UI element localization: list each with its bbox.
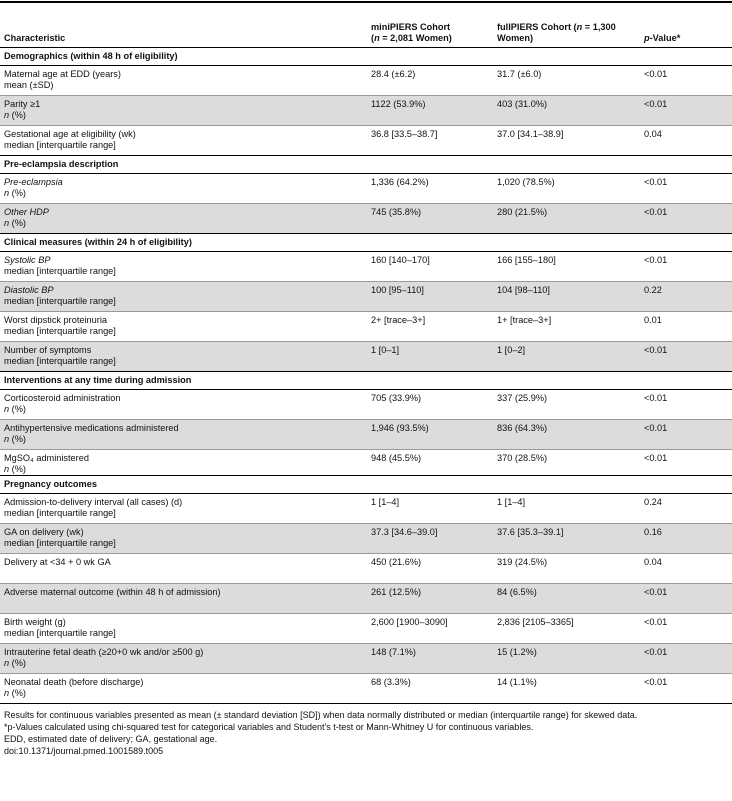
header-characteristic [0, 3, 367, 47]
table-row [0, 125, 732, 155]
characteristic-cell [0, 553, 367, 583]
fullpiers-value: 37.6 [35.3–39.1] [493, 523, 640, 553]
minipiers-value: 2+ [trace–3+] [367, 311, 493, 341]
header-fullpiers [493, 3, 640, 47]
section-title: Pregnancy outcomes [0, 475, 732, 493]
characteristic-name: Antihypertensive medications administered [4, 422, 179, 433]
characteristic-name: Number of symptoms [4, 344, 92, 355]
fullpiers-value: 1 [1–4] [493, 493, 640, 523]
minipiers-value: 148 (7.1%) [367, 643, 493, 673]
statistic-n: n [4, 687, 10, 698]
characteristic-cell [0, 493, 367, 523]
p-value: <0.01 [640, 673, 732, 703]
statistic-type: (%) [9, 657, 26, 668]
header-full-n: n [576, 21, 583, 32]
characteristic-cell [0, 173, 367, 203]
characteristic-cell [0, 203, 367, 233]
statistic-type: (%) [9, 463, 26, 474]
p-value: 0.04 [640, 125, 732, 155]
statistic-type: median [interquartile range] [4, 295, 116, 306]
fullpiers-value: 1,020 (78.5%) [493, 173, 640, 203]
table-body [0, 47, 732, 703]
p-value: <0.01 [640, 583, 732, 613]
p-value: <0.01 [640, 203, 732, 233]
minipiers-value: 705 (33.9%) [367, 389, 493, 419]
table-row [0, 173, 732, 203]
characteristic-cell [0, 449, 367, 475]
fullpiers-value: 14 (1.1%) [493, 673, 640, 703]
p-value: 0.24 [640, 493, 732, 523]
p-value: <0.01 [640, 613, 732, 643]
p-value: 0.16 [640, 523, 732, 553]
statistic-type: median [interquartile range] [4, 139, 116, 150]
table-row [0, 643, 732, 673]
minipiers-value: 2,600 [1900–3090] [367, 613, 493, 643]
minipiers-value: 100 [95–110] [367, 281, 493, 311]
table-row [0, 613, 732, 643]
fullpiers-value: 1+ [trace–3+] [493, 311, 640, 341]
header-p-italic: p [644, 32, 650, 43]
characteristic-cell [0, 311, 367, 341]
minipiers-value: 68 (3.3%) [367, 673, 493, 703]
statistic-n: n [4, 657, 10, 668]
header-mini-line1: miniPIERS Cohort [371, 21, 451, 32]
characteristic-name: Adverse maternal outcome (within 48 h of admission) [4, 586, 221, 597]
characteristic-cell [0, 419, 367, 449]
minipiers-value: 1 [0–1] [367, 341, 493, 371]
minipiers-value: 745 (35.8%) [367, 203, 493, 233]
fullpiers-value: 15 (1.2%) [493, 643, 640, 673]
p-value: <0.01 [640, 65, 732, 95]
section-title: Pre-eclampsia description [0, 155, 732, 173]
statistic-type: (%) [9, 217, 26, 228]
fullpiers-value: 166 [155–180] [493, 251, 640, 281]
characteristic-name: Admission-to-delivery interval (all cases) (d) [4, 496, 183, 507]
table-row [0, 389, 732, 419]
table-row [0, 95, 732, 125]
table-row [0, 203, 732, 233]
statistic-type: (%) [9, 687, 26, 698]
table-row [0, 583, 732, 613]
characteristic-name: Other HDP [4, 206, 49, 217]
statistic-type: (%) [9, 433, 26, 444]
fullpiers-value: 319 (24.5%) [493, 553, 640, 583]
fullpiers-value: 104 [98–110] [493, 281, 640, 311]
characteristic-cell [0, 613, 367, 643]
characteristic-cell [0, 523, 367, 553]
p-value: 0.01 [640, 311, 732, 341]
statistic-n: n [4, 217, 10, 228]
fullpiers-value: 836 (64.3%) [493, 419, 640, 449]
characteristic-name: MgSO₄ administered [4, 452, 89, 463]
characteristic-name: Maternal age at EDD (years) [4, 68, 121, 79]
table-row [0, 341, 732, 371]
characteristic-cell [0, 95, 367, 125]
characteristic-name: GA on delivery (wk) [4, 526, 84, 537]
statistic-type: median [interquartile range] [4, 537, 116, 548]
p-value: <0.01 [640, 449, 732, 475]
characteristic-name: Parity ≥1 [4, 98, 41, 109]
minipiers-value: 28.4 (±6.2) [367, 65, 493, 95]
minipiers-value: 1122 (53.9%) [367, 95, 493, 125]
minipiers-value: 160 [140–170] [367, 251, 493, 281]
minipiers-value: 36.8 [33.5–38.7] [367, 125, 493, 155]
minipiers-value: 37.3 [34.6–39.0] [367, 523, 493, 553]
section-header-row [0, 233, 732, 251]
characteristic-cell [0, 281, 367, 311]
statistic-type: (%) [9, 403, 26, 414]
section-title: Clinical measures (within 24 h of eligibility) [0, 233, 732, 251]
table-container [0, 1, 732, 757]
table-row [0, 523, 732, 553]
section-header-row [0, 155, 732, 173]
fullpiers-value: 1 [0–2] [493, 341, 640, 371]
minipiers-value: 948 (45.5%) [367, 449, 493, 475]
statistic-type: median [interquartile range] [4, 325, 116, 336]
characteristic-name: Neonatal death (before discharge) [4, 676, 144, 687]
table-row [0, 311, 732, 341]
minipiers-value: 261 (12.5%) [367, 583, 493, 613]
header-p-value [640, 3, 732, 47]
statistic-type: mean (±SD) [4, 79, 54, 90]
fullpiers-value: 31.7 (±6.0) [493, 65, 640, 95]
p-value: 0.22 [640, 281, 732, 311]
header-p-rest: -Value* [649, 32, 681, 43]
header-full-count: = 1,300 [582, 21, 616, 32]
table-row [0, 553, 732, 583]
header-mini-n: n [374, 32, 380, 43]
characteristic-name: Worst dipstick proteinuria [4, 314, 107, 325]
fullpiers-value: 337 (25.9%) [493, 389, 640, 419]
characteristic-cell [0, 65, 367, 95]
minipiers-value: 1,336 (64.2%) [367, 173, 493, 203]
characteristic-cell [0, 341, 367, 371]
section-header-row [0, 371, 732, 389]
table-row [0, 673, 732, 703]
table-row [0, 251, 732, 281]
fullpiers-value: 370 (28.5%) [493, 449, 640, 475]
header-row [0, 3, 732, 47]
statistic-n: n [4, 187, 10, 198]
statistic-type: median [interquartile range] [4, 507, 116, 518]
characteristic-name: Diastolic BP [4, 284, 54, 295]
minipiers-value: 450 (21.6%) [367, 553, 493, 583]
statistic-type: (%) [9, 187, 26, 198]
p-value: <0.01 [640, 95, 732, 125]
table-row [0, 65, 732, 95]
header-mini-paren: ( [371, 32, 375, 43]
table-row [0, 449, 732, 475]
section-title: Demographics (within 48 h of eligibility) [0, 47, 732, 65]
fullpiers-value: 37.0 [34.1–38.9] [493, 125, 640, 155]
minipiers-value: 1,946 (93.5%) [367, 419, 493, 449]
table-row [0, 419, 732, 449]
minipiers-value: 1 [1–4] [367, 493, 493, 523]
characteristic-name: Delivery at <34 + 0 wk GA [4, 556, 111, 567]
characteristics-table [0, 3, 732, 704]
characteristic-cell [0, 583, 367, 613]
statistic-type: median [interquartile range] [4, 627, 116, 638]
fullpiers-value: 403 (31.0%) [493, 95, 640, 125]
table-footnotes [0, 704, 732, 757]
footnote-results: Results for continuous variables presented as mean (± standard deviation [SD]) when data normally distributed or median (interquartile range) for skewed data. [4, 709, 638, 720]
fullpiers-value: 280 (21.5%) [493, 203, 640, 233]
fullpiers-value: 2,836 [2105–3365] [493, 613, 640, 643]
p-value: <0.01 [640, 389, 732, 419]
characteristic-name: Pre-eclampsia [4, 176, 63, 187]
p-value: <0.01 [640, 251, 732, 281]
p-value: <0.01 [640, 643, 732, 673]
header-full-line2: Women) [497, 32, 534, 43]
characteristic-cell [0, 389, 367, 419]
statistic-type: median [interquartile range] [4, 265, 116, 276]
p-value: <0.01 [640, 419, 732, 449]
characteristic-cell [0, 643, 367, 673]
table-row [0, 281, 732, 311]
characteristic-name: Intrauterine fetal death (≥20+0 wk and/or ≥500 g) [4, 646, 204, 657]
statistic-n: n [4, 463, 10, 474]
characteristic-name: Gestational age at eligibility (wk) [4, 128, 136, 139]
header-mini-line2: = 2,081 Women) [379, 32, 452, 43]
characteristic-cell [0, 251, 367, 281]
header-characteristic-text: Characteristic [4, 32, 66, 43]
statistic-n: n [4, 433, 10, 444]
footnote-doi: doi:10.1371/journal.pmed.1001589.t005 [4, 745, 164, 756]
fullpiers-value: 84 (6.5%) [493, 583, 640, 613]
section-header-row [0, 47, 732, 65]
section-title: Interventions at any time during admission [0, 371, 732, 389]
statistic-type: (%) [9, 109, 26, 120]
footnote-abbreviations: EDD, estimated date of delivery; GA, gestational age. [4, 733, 218, 744]
p-value: <0.01 [640, 341, 732, 371]
characteristic-cell [0, 125, 367, 155]
p-value: 0.04 [640, 553, 732, 583]
statistic-type: median [interquartile range] [4, 355, 116, 366]
table-row [0, 493, 732, 523]
section-header-row [0, 475, 732, 493]
p-value: <0.01 [640, 173, 732, 203]
header-minipiers [367, 3, 493, 47]
statistic-n: n [4, 109, 10, 120]
characteristic-name: Birth weight (g) [4, 616, 66, 627]
statistic-n: n [4, 403, 10, 414]
characteristic-cell [0, 673, 367, 703]
header-full-line1: fullPIERS Cohort ( [497, 21, 577, 32]
characteristic-name: Systolic BP [4, 254, 51, 265]
characteristic-name: Corticosteroid administration [4, 392, 121, 403]
footnote-pvalues: *p-Values calculated using chi-squared test for categorical variables and Student's t-test or Mann-Whitney U for continuous variables. [4, 721, 534, 732]
